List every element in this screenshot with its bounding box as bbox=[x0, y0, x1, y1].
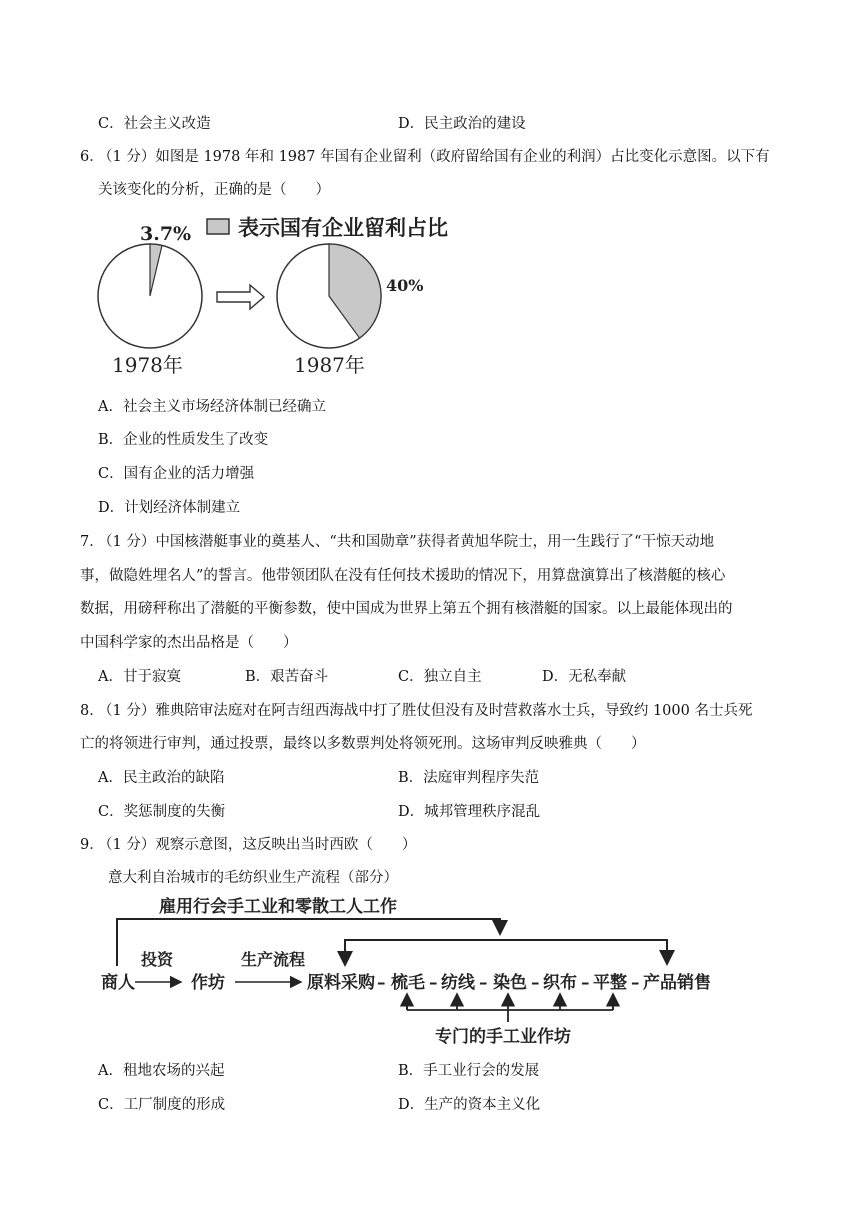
question-6-option-b: B．企业的性质发生了改变 bbox=[98, 432, 269, 448]
question-7-stem-line3: 数据，用磅秤称出了潜艇的平衡参数，使中国成为世界上第五个拥有核潜艇的国家。以上最能体现出的 bbox=[80, 601, 733, 617]
workshop-label: 作坊 bbox=[191, 973, 225, 993]
step-dash-6: – bbox=[631, 973, 640, 993]
legend-label: 表示国有企业留利占比 bbox=[238, 215, 448, 240]
question-6-option-d: D．计划经济体制建立 bbox=[98, 500, 241, 516]
top-bracket-line bbox=[117, 919, 500, 966]
question-8-option-a: A．民主政治的缺陷 bbox=[98, 770, 225, 786]
invest-label: 投资 bbox=[141, 950, 174, 969]
question-9-stem: （1 分）观察示意图，这反映出当时西欧（ ） bbox=[98, 837, 417, 853]
question-9-option-d: D．生产的资本主义化 bbox=[398, 1097, 541, 1113]
process-label: 生产流程 bbox=[241, 950, 306, 969]
step-spinning: 纺线 bbox=[441, 973, 475, 993]
question-9-option-c: C．工厂制度的形成 bbox=[98, 1097, 226, 1113]
diagram-caption: 意大利自治城市的毛纺织业生产流程（部分） bbox=[108, 870, 398, 886]
step-dash-1: – bbox=[377, 973, 386, 993]
question-6-option-c: C．国有企业的活力增强 bbox=[98, 466, 255, 482]
question-7-stem-line1: （1 分）中国核潜艇事业的奠基人、“共和国勋章”获得者黄旭华院士，用一生践行了“干惊天动地 bbox=[98, 534, 715, 550]
step-dash-4: – bbox=[531, 973, 540, 993]
top-label: 雇用行会手工业和零散工人工作 bbox=[159, 897, 397, 917]
question-6-option-a: A．社会主义市场经济体制已经确立 bbox=[98, 399, 326, 415]
question-8-option-d: D．城邦管理秩序混乱 bbox=[398, 804, 541, 820]
question-8-stem-line1: （1 分）雅典陪审法庭对在阿吉纽西海战中打了胜仗但没有及时营救落水士兵，导致约 1000 名士兵死 bbox=[98, 703, 753, 719]
question-7-stem-line2: 事，做隐姓埋名人”的誓言。他带领团队在没有任何技术援助的情况下，用算盘演算出了核潜艇的核心 bbox=[80, 568, 726, 584]
step-dash-2: – bbox=[429, 973, 438, 993]
question-6-stem-line2: 关该变化的分析，正确的是（ ） bbox=[98, 182, 330, 198]
merchant-label: 商人 bbox=[101, 973, 135, 993]
pie-chart-figure bbox=[90, 208, 490, 380]
step-sales: 产品销售 bbox=[643, 973, 711, 993]
pie-1987-year-label: 1987年 bbox=[294, 353, 365, 377]
step-finishing: 平整 bbox=[593, 973, 627, 993]
bottom-label: 专门的手工业作坊 bbox=[435, 1027, 571, 1047]
legend-swatch bbox=[207, 219, 229, 234]
bottom-bracket-line bbox=[407, 998, 613, 1010]
question-9-number: 9． bbox=[80, 837, 104, 853]
pie-1978-value-label: 3.7% bbox=[140, 223, 192, 245]
question-7-option-a: A．甘于寂寞 bbox=[98, 669, 181, 685]
question-6-number: 6． bbox=[80, 149, 104, 165]
step-raw-material: 原料采购 bbox=[307, 973, 375, 993]
step-dash-3: – bbox=[479, 973, 488, 993]
inner-bracket-line bbox=[345, 940, 667, 964]
question-6-stem-line1: （1 分）如图是 1978 年和 1987 年国有企业留利（政府留给国有企业的利润）占比变化示意图。以下有 bbox=[98, 149, 770, 165]
question-8-option-b: B．法庭审判程序失范 bbox=[398, 770, 540, 786]
pie-1987-value-label: 40% bbox=[386, 276, 424, 295]
step-combing: 梳毛 bbox=[391, 973, 425, 993]
production-flow-diagram bbox=[95, 890, 715, 1050]
question-7-stem-line4: 中国科学家的杰出品格是（ ） bbox=[80, 635, 298, 651]
question-9-option-b: B．手工业行会的发展 bbox=[398, 1063, 540, 1079]
step-weaving: 织布 bbox=[543, 973, 577, 993]
question-8-option-c: C．奖惩制度的失衡 bbox=[98, 804, 226, 820]
option-c: C．社会主义改造 bbox=[98, 116, 211, 132]
option-d: D．民主政治的建设 bbox=[398, 116, 526, 132]
step-dyeing: 染色 bbox=[493, 973, 527, 993]
question-8-stem-line2: 亡的将领进行审判，通过投票，最终以多数票判处将领死刑。这场审判反映雅典（ ） bbox=[80, 736, 646, 752]
question-7-option-b: B．艰苦奋斗 bbox=[245, 669, 329, 685]
arrow-icon bbox=[217, 285, 264, 309]
question-7-number: 7． bbox=[80, 534, 104, 550]
step-dash-5: – bbox=[581, 973, 590, 993]
question-7-option-c: C．独立自主 bbox=[398, 669, 482, 685]
question-8-number: 8． bbox=[80, 703, 104, 719]
question-7-option-d: D．无私奉献 bbox=[542, 669, 627, 685]
pie-1978-year-label: 1978年 bbox=[112, 353, 183, 377]
question-9-option-a: A．租地农场的兴起 bbox=[98, 1063, 225, 1079]
